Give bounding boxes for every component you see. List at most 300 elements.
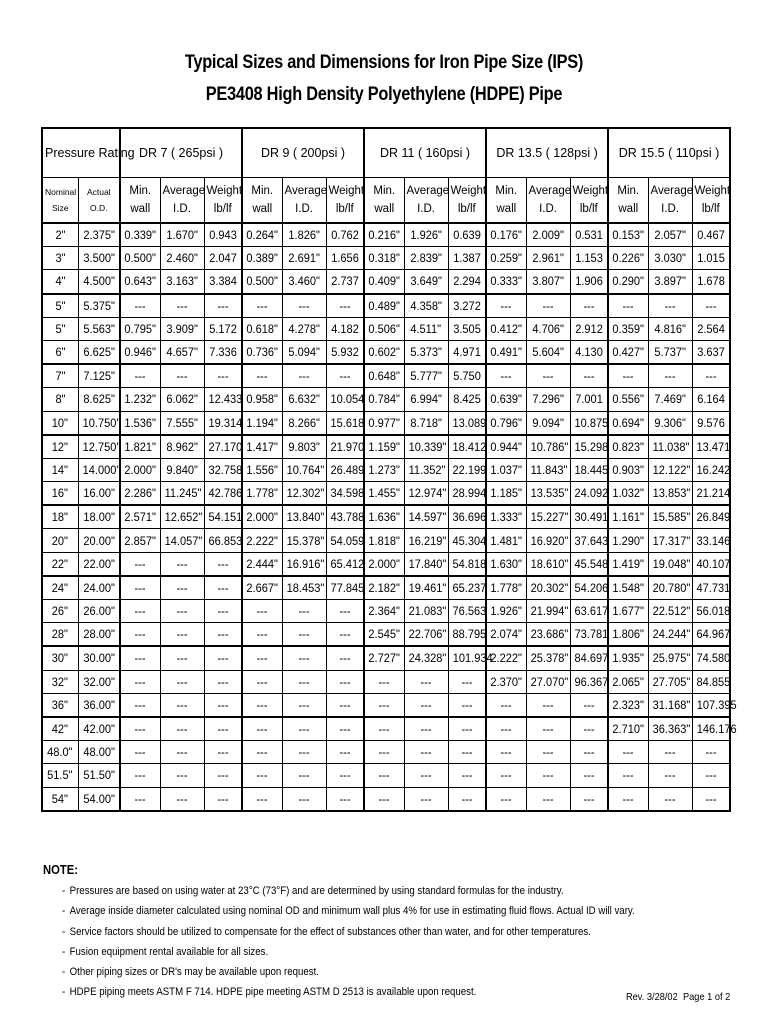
weight-cell: 2.047 <box>204 247 242 270</box>
min-wall-cell: 1.161" <box>608 505 648 529</box>
actual-od-cell: 6.625" <box>78 340 120 364</box>
min-wall-cell: --- <box>120 552 160 576</box>
weight-cell: 40.107 <box>692 552 730 576</box>
actual-od-cell: 5.563" <box>78 317 120 340</box>
average-id-cell: 3.460" <box>282 270 326 294</box>
weight-cell: 26.849 <box>692 505 730 529</box>
min-wall-cell: 1.481" <box>486 529 526 552</box>
average-id-header: Average I.D. <box>526 178 570 224</box>
weight-cell: 8.425 <box>448 388 486 411</box>
average-id-cell: 7.296" <box>526 388 570 411</box>
weight-cell: 6.164 <box>692 388 730 411</box>
actual-od-cell: 12.750" <box>78 435 120 459</box>
min-wall-cell: --- <box>120 623 160 647</box>
min-wall-cell: 0.427" <box>608 340 648 364</box>
weight-cell: --- <box>326 764 364 787</box>
min-wall-cell: 2.286" <box>120 482 160 506</box>
note-item: - Pressures are based on using water at 23°C (73°F) and are determined by using standard formulas for the industry. <box>62 885 564 897</box>
min-wall-cell: 0.333" <box>486 270 526 294</box>
min-wall-cell: 0.618" <box>242 317 282 340</box>
average-id-cell: --- <box>526 294 570 318</box>
weight-cell: 63.617 <box>570 600 608 623</box>
average-id-cell: --- <box>648 787 692 811</box>
weight-cell: 27.170 <box>204 435 242 459</box>
average-id-cell: 16.916" <box>282 552 326 576</box>
nominal-size-cell: 54" <box>42 787 78 811</box>
min-wall-cell: 2.364" <box>364 600 404 623</box>
weight-cell: 10.054 <box>326 388 364 411</box>
actual-od-cell: 7.125" <box>78 364 120 388</box>
weight-cell: 26.489 <box>326 458 364 481</box>
actual-od-cell: 24.00" <box>78 576 120 600</box>
weight-cell: 15.618 <box>326 411 364 435</box>
average-id-cell: 4.278" <box>282 317 326 340</box>
note-item: - Other piping sizes or DR's may be available upon request. <box>62 966 319 979</box>
average-id-cell: --- <box>648 294 692 318</box>
dr13-5-header: DR 13.5 ( 128psi ) <box>486 128 608 178</box>
average-id-cell: 2.057" <box>648 223 692 247</box>
min-wall-cell: 0.318" <box>364 247 404 270</box>
weight-cell: --- <box>570 717 608 741</box>
min-wall-cell: --- <box>364 670 404 693</box>
actual-od-cell: 5.375" <box>78 294 120 318</box>
page-number: Page 1 of 2 <box>683 991 731 1003</box>
weight-cell: --- <box>570 294 608 318</box>
min-wall-cell: 1.778" <box>486 576 526 600</box>
table-row <box>42 552 730 576</box>
average-id-cell: 3.030" <box>648 247 692 270</box>
average-id-cell: --- <box>282 787 326 811</box>
average-id-cell: --- <box>526 364 570 388</box>
weight-cell: 16.242 <box>692 458 730 481</box>
weight-cell: 45.548 <box>570 552 608 576</box>
average-id-cell: --- <box>282 294 326 318</box>
min-wall-cell: --- <box>242 787 282 811</box>
average-id-cell: 10.339" <box>404 435 448 459</box>
average-id-cell: 6.994" <box>404 388 448 411</box>
average-id-cell: --- <box>160 646 204 670</box>
nominal-size-cell: 26" <box>42 600 78 623</box>
min-wall-cell: --- <box>120 646 160 670</box>
min-wall-cell: --- <box>242 764 282 787</box>
actual-od-cell: 32.00" <box>78 670 120 693</box>
min-wall-cell: --- <box>486 787 526 811</box>
average-id-cell: --- <box>282 717 326 741</box>
min-wall-cell: 0.259" <box>486 247 526 270</box>
weight-cell: --- <box>448 693 486 717</box>
weight-cell: 2.912 <box>570 317 608 340</box>
average-id-cell: 4.358" <box>404 294 448 318</box>
average-id-cell: 2.009" <box>526 223 570 247</box>
table-row <box>42 787 730 811</box>
actual-od-header: Actual O.D. <box>78 178 120 224</box>
min-wall-cell: 0.784" <box>364 388 404 411</box>
weight-cell: 66.853 <box>204 529 242 552</box>
min-wall-header: Min. wall <box>364 178 404 224</box>
notes-list <box>62 884 713 1006</box>
average-id-cell: 3.649" <box>404 270 448 294</box>
weight-cell: 42.786 <box>204 482 242 506</box>
min-wall-cell: --- <box>364 717 404 741</box>
weight-cell: 30.491 <box>570 505 608 529</box>
average-id-cell: --- <box>404 670 448 693</box>
average-id-cell: 2.839" <box>404 247 448 270</box>
min-wall-cell: --- <box>242 670 282 693</box>
weight-cell: --- <box>692 764 730 787</box>
weight-cell: --- <box>204 717 242 741</box>
min-wall-cell: 1.821" <box>120 435 160 459</box>
pressure-rating-header: Pressure Rating <box>42 128 120 178</box>
weight-cell: --- <box>570 693 608 717</box>
actual-od-cell: 10.750" <box>78 411 120 435</box>
actual-od-cell: 36.00" <box>78 693 120 717</box>
min-wall-cell: 1.677" <box>608 600 648 623</box>
average-id-cell: --- <box>160 294 204 318</box>
weight-cell: 4.971 <box>448 340 486 364</box>
nominal-size-cell: 42" <box>42 717 78 741</box>
min-wall-cell: --- <box>120 787 160 811</box>
average-id-cell: 5.094" <box>282 340 326 364</box>
table-row <box>42 505 730 529</box>
average-id-cell: 8.266" <box>282 411 326 435</box>
min-wall-cell: 1.273" <box>364 458 404 481</box>
weight-cell: --- <box>204 670 242 693</box>
average-id-header: Average I.D. <box>160 178 204 224</box>
average-id-cell: 4.657" <box>160 340 204 364</box>
nominal-size-cell: 24" <box>42 576 78 600</box>
average-id-cell: --- <box>282 623 326 647</box>
average-id-cell: 21.994" <box>526 600 570 623</box>
weight-cell: 22.199 <box>448 458 486 481</box>
weight-cell: 5.750 <box>448 364 486 388</box>
nominal-size-cell: 14" <box>42 458 78 481</box>
average-id-cell: 1.926" <box>404 223 448 247</box>
average-id-cell: --- <box>404 717 448 741</box>
weight-cell: --- <box>326 364 364 388</box>
min-wall-cell: --- <box>486 741 526 764</box>
weight-cell: --- <box>692 741 730 764</box>
weight-cell: 101.934 <box>448 646 486 670</box>
average-id-header: Average I.D. <box>648 178 692 224</box>
average-id-cell: 3.897" <box>648 270 692 294</box>
average-id-cell: 2.691" <box>282 247 326 270</box>
weight-cell: --- <box>448 764 486 787</box>
weight-cell: 33.146 <box>692 529 730 552</box>
average-id-cell: 36.363" <box>648 717 692 741</box>
average-id-cell: 19.048" <box>648 552 692 576</box>
average-id-header: Average I.D. <box>404 178 448 224</box>
table-row <box>42 458 730 481</box>
weight-cell: --- <box>204 693 242 717</box>
actual-od-cell: 42.00" <box>78 717 120 741</box>
average-id-cell: 22.706" <box>404 623 448 647</box>
table-row <box>42 482 730 506</box>
average-id-cell: 12.974" <box>404 482 448 506</box>
nominal-size-cell: 30" <box>42 646 78 670</box>
average-id-cell: --- <box>282 741 326 764</box>
weight-cell: --- <box>326 294 364 318</box>
average-id-cell: 15.378" <box>282 529 326 552</box>
average-id-cell: --- <box>648 764 692 787</box>
weight-cell: --- <box>448 717 486 741</box>
nominal-size-cell: 51.5" <box>42 764 78 787</box>
table-row <box>42 764 730 787</box>
nominal-size-cell: 5" <box>42 294 78 318</box>
weight-cell: --- <box>204 623 242 647</box>
weight-cell: 107.395 <box>692 693 730 717</box>
average-id-cell: --- <box>648 364 692 388</box>
average-id-cell: --- <box>404 764 448 787</box>
min-wall-cell: 1.556" <box>242 458 282 481</box>
weight-cell: 7.336 <box>204 340 242 364</box>
min-wall-cell: 0.736" <box>242 340 282 364</box>
min-wall-cell: --- <box>486 294 526 318</box>
min-wall-cell: --- <box>242 717 282 741</box>
min-wall-cell: 1.778" <box>242 482 282 506</box>
min-wall-cell: 0.409" <box>364 270 404 294</box>
min-wall-cell: 1.935" <box>608 646 648 670</box>
weight-cell: 84.697 <box>570 646 608 670</box>
weight-cell: 54.151 <box>204 505 242 529</box>
actual-od-cell: 26.00" <box>78 600 120 623</box>
average-id-cell: --- <box>160 764 204 787</box>
table-row <box>42 741 730 764</box>
weight-cell: 96.367 <box>570 670 608 693</box>
weight-cell: 0.762 <box>326 223 364 247</box>
table-row <box>42 576 730 600</box>
average-id-cell: --- <box>648 741 692 764</box>
min-wall-cell: 0.823" <box>608 435 648 459</box>
min-wall-cell: 0.226" <box>608 247 648 270</box>
weight-cell: --- <box>570 787 608 811</box>
min-wall-cell: --- <box>486 364 526 388</box>
min-wall-cell: 0.648" <box>364 364 404 388</box>
weight-header: Weight lb/lf <box>326 178 364 224</box>
average-id-cell: --- <box>160 576 204 600</box>
weight-cell: 54.206 <box>570 576 608 600</box>
note-item: - Average inside diameter calculated using nominal OD and minimum wall plus 4% for use in estimating fluid flows. Actual ID will vary. <box>62 905 635 918</box>
min-wall-cell: 0.694" <box>608 411 648 435</box>
average-id-cell: 20.780" <box>648 576 692 600</box>
weight-cell: --- <box>326 646 364 670</box>
min-wall-cell: 0.412" <box>486 317 526 340</box>
weight-cell: 1.153 <box>570 247 608 270</box>
dr15-5-header: DR 15.5 ( 110psi ) <box>608 128 730 178</box>
average-id-cell: 4.706" <box>526 317 570 340</box>
min-wall-cell: 1.194" <box>242 411 282 435</box>
average-id-cell: 18.610" <box>526 552 570 576</box>
min-wall-header: Min. wall <box>486 178 526 224</box>
actual-od-cell: 22.00" <box>78 552 120 576</box>
table-row <box>42 435 730 459</box>
min-wall-cell: 2.000" <box>120 458 160 481</box>
weight-cell: 146.176 <box>692 717 730 741</box>
min-wall-cell: --- <box>608 764 648 787</box>
actual-od-cell: 54.00" <box>78 787 120 811</box>
average-id-cell: --- <box>160 623 204 647</box>
min-wall-cell: --- <box>242 693 282 717</box>
min-wall-cell: --- <box>120 717 160 741</box>
actual-od-cell: 2.375" <box>78 223 120 247</box>
dr11-header: DR 11 ( 160psi ) <box>364 128 486 178</box>
table-row <box>42 693 730 717</box>
average-id-cell: --- <box>282 693 326 717</box>
min-wall-cell: --- <box>486 717 526 741</box>
weight-cell: 76.563 <box>448 600 486 623</box>
min-wall-cell: 2.222" <box>486 646 526 670</box>
average-id-cell: --- <box>282 670 326 693</box>
table-row <box>42 529 730 552</box>
average-id-cell: 27.070" <box>526 670 570 693</box>
note-item: - Fusion equipment rental available for all sizes. <box>62 945 269 958</box>
min-wall-cell: --- <box>120 576 160 600</box>
weight-cell: 1.387 <box>448 247 486 270</box>
note-item: - HDPE piping meets ASTM F 714. HDPE pipe meeting ASTM D 2513 is available upon request. <box>62 986 477 999</box>
weight-cell: 12.433 <box>204 388 242 411</box>
weight-cell: --- <box>692 787 730 811</box>
nominal-size-cell: 10" <box>42 411 78 435</box>
min-wall-cell: --- <box>242 294 282 318</box>
min-wall-cell: 2.074" <box>486 623 526 647</box>
average-id-cell: --- <box>526 717 570 741</box>
min-wall-cell: 1.548" <box>608 576 648 600</box>
average-id-cell: 19.461" <box>404 576 448 600</box>
average-id-cell: 12.302" <box>282 482 326 506</box>
average-id-cell: --- <box>160 364 204 388</box>
min-wall-cell: 0.500" <box>120 247 160 270</box>
table-row <box>42 247 730 270</box>
average-id-header: Average I.D. <box>282 178 326 224</box>
average-id-cell: --- <box>160 787 204 811</box>
weight-cell: 65.237 <box>448 576 486 600</box>
weight-header: Weight lb/lf <box>448 178 486 224</box>
weight-cell: 3.637 <box>692 340 730 364</box>
weight-cell: 47.731 <box>692 576 730 600</box>
min-wall-cell: 0.643" <box>120 270 160 294</box>
average-id-cell: 3.909" <box>160 317 204 340</box>
min-wall-cell: --- <box>242 364 282 388</box>
min-wall-cell: 0.903" <box>608 458 648 481</box>
actual-od-cell: 51.50" <box>78 764 120 787</box>
average-id-cell: 22.512" <box>648 600 692 623</box>
nominal-size-cell: 12" <box>42 435 78 459</box>
average-id-cell: --- <box>282 646 326 670</box>
min-wall-cell: 1.232" <box>120 388 160 411</box>
weight-cell: 13.471 <box>692 435 730 459</box>
min-wall-cell: 1.290" <box>608 529 648 552</box>
weight-cell: --- <box>204 764 242 787</box>
average-id-cell: --- <box>526 764 570 787</box>
weight-cell: --- <box>204 646 242 670</box>
min-wall-cell: --- <box>364 741 404 764</box>
nominal-size-cell: 4" <box>42 270 78 294</box>
min-wall-cell: --- <box>608 294 648 318</box>
average-id-cell: 1.670" <box>160 223 204 247</box>
average-id-cell: 20.302" <box>526 576 570 600</box>
actual-od-cell: 3.500" <box>78 247 120 270</box>
min-wall-cell: 0.977" <box>364 411 404 435</box>
min-wall-cell: 1.806" <box>608 623 648 647</box>
min-wall-cell: 0.359" <box>608 317 648 340</box>
average-id-cell: 11.245" <box>160 482 204 506</box>
table-row <box>42 623 730 647</box>
table-row <box>42 670 730 693</box>
actual-od-cell: 18.00" <box>78 505 120 529</box>
actual-od-cell: 28.00" <box>78 623 120 647</box>
average-id-cell: --- <box>160 741 204 764</box>
weight-header: Weight lb/lf <box>570 178 608 224</box>
min-wall-cell: --- <box>364 693 404 717</box>
weight-cell: --- <box>448 787 486 811</box>
average-id-cell: 2.961" <box>526 247 570 270</box>
min-wall-cell: 2.727" <box>364 646 404 670</box>
weight-cell: 56.018 <box>692 600 730 623</box>
average-id-cell: 9.094" <box>526 411 570 435</box>
average-id-cell: 25.378" <box>526 646 570 670</box>
weight-cell: 9.576 <box>692 411 730 435</box>
average-id-cell: --- <box>160 670 204 693</box>
weight-cell: 54.059 <box>326 529 364 552</box>
min-wall-cell: --- <box>608 787 648 811</box>
average-id-cell: 15.585" <box>648 505 692 529</box>
min-wall-cell: --- <box>120 670 160 693</box>
min-wall-cell: 2.182" <box>364 576 404 600</box>
pipe-dimensions-table <box>41 127 737 812</box>
min-wall-cell: --- <box>120 364 160 388</box>
average-id-cell: 1.826" <box>282 223 326 247</box>
weight-header: Weight lb/lf <box>692 178 730 224</box>
average-id-cell: 13.853" <box>648 482 692 506</box>
min-wall-cell: 0.796" <box>486 411 526 435</box>
weight-cell: 28.994 <box>448 482 486 506</box>
weight-cell: 88.795 <box>448 623 486 647</box>
min-wall-header: Min. wall <box>242 178 282 224</box>
table-body <box>42 223 737 811</box>
min-wall-cell: 0.500" <box>242 270 282 294</box>
average-id-cell: --- <box>526 741 570 764</box>
average-id-cell: 3.807" <box>526 270 570 294</box>
average-id-cell: 18.453" <box>282 576 326 600</box>
weight-cell: --- <box>570 764 608 787</box>
nominal-size-cell: 28" <box>42 623 78 647</box>
min-wall-cell: 2.065" <box>608 670 648 693</box>
table-row <box>42 317 730 340</box>
average-id-cell: 24.244" <box>648 623 692 647</box>
nominal-size-cell: 3" <box>42 247 78 270</box>
min-wall-cell: 0.639" <box>486 388 526 411</box>
min-wall-cell: --- <box>120 294 160 318</box>
min-wall-cell: 0.491" <box>486 340 526 364</box>
weight-cell: --- <box>204 576 242 600</box>
note-title: NOTE: <box>43 863 79 877</box>
average-id-cell: 6.632" <box>282 388 326 411</box>
weight-cell: 65.412 <box>326 552 364 576</box>
min-wall-cell: --- <box>242 646 282 670</box>
average-id-cell: 12.122" <box>648 458 692 481</box>
min-wall-cell: 1.536" <box>120 411 160 435</box>
weight-cell: 64.967 <box>692 623 730 647</box>
average-id-cell: 31.168" <box>648 693 692 717</box>
average-id-cell: 5.737" <box>648 340 692 364</box>
average-id-cell: 10.786" <box>526 435 570 459</box>
revision-date: Rev. 3/28/02 <box>626 991 678 1003</box>
nominal-size-cell: 18" <box>42 505 78 529</box>
average-id-cell: --- <box>282 764 326 787</box>
weight-cell: 21.214 <box>692 482 730 506</box>
min-wall-cell: 1.417" <box>242 435 282 459</box>
weight-cell: 32.758 <box>204 458 242 481</box>
nominal-size-cell: 22" <box>42 552 78 576</box>
